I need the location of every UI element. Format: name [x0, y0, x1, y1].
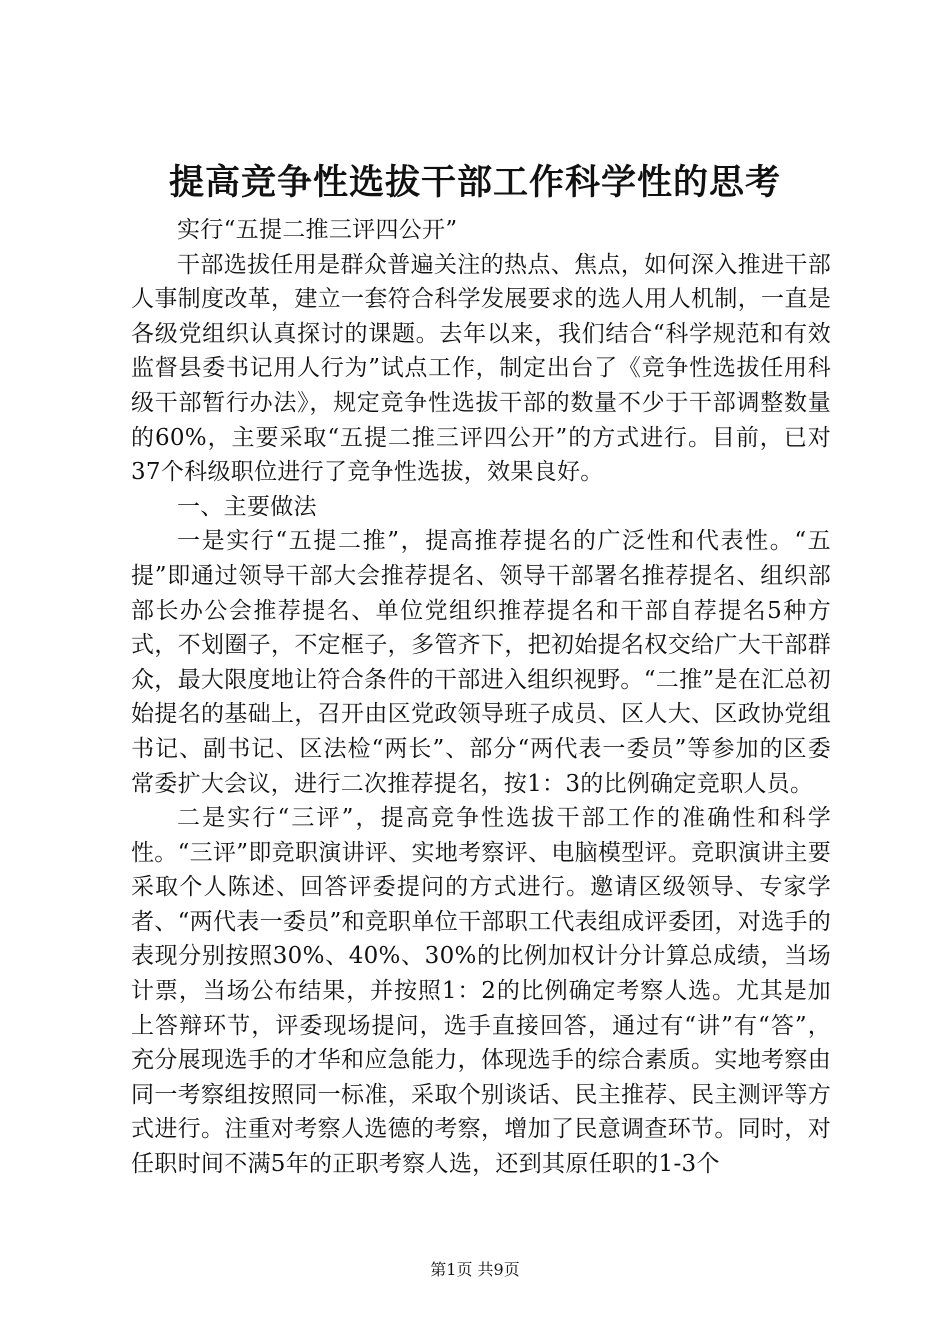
- section-heading: 一、主要做法: [177, 493, 317, 520]
- document-body: [131, 213, 831, 1182]
- body-paragraph: 一是实行“五提二推”，提高推荐提名的广泛性和代表性。“五提”即通过领导干部大会推荐提名、领导干部署名推荐提名、组织部部长办公会推荐提名、单位党组织推荐提名和干部自荐提名5种方式，不划圈子，不定框子，多管齐下，把初始提名权交给广大干部群众，最大限度地让符合条件的干部进入组织视野。“二推”是在汇总初始提名的基础上，召开由区党政领导班子成员、区人大、区政协党组书记、副书记、区法检“两长”、部分“两代表一委员”等参加的区委常委扩大会议，进行二次推荐提名，按1：3的比例确定竞职人员。: [131, 528, 831, 797]
- body-paragraph: 二是实行“三评”，提高竞争性选拔干部工作的准确性和科学性。“三评”即竞职演讲评、实地考察评、电脑模型评。竞职演讲主要采取个人陈述、回答评委提问的方式进行。邀请区级领导、专家学者、“两代表一委员”和竞职单位干部职工代表组成评委团，对选手的表现分别按照30%、40%、30%的比例加权计分计算总成绩，当场计票，当场公布结果，并按照1：2的比例确定考察人选。尤其是加上答辩环节，评委现场提问，选手直接回答，通过有“讲”有“答”，充分展现选手的才华和应急能力，体现选手的综合素质。实地考察由同一考察组按照同一标准，采取个别谈话、民主推荐、民主测评等方式进行。注重对考察人选德的考察，增加了民意调查环节。同时，对任职时间不满5年的正职考察人选，还到其原任职的1-3个: [131, 805, 831, 1178]
- document-title: 提高竞争性选拔干部工作科学性的思考: [168, 163, 781, 203]
- page-footer: 第1页 共9页: [430, 1260, 520, 1279]
- subtitle-paragraph: 实行“五提二推三评四公开”: [177, 217, 458, 243]
- intro-paragraph: 干部选拔任用是群众普遍关注的热点、焦点，如何深入推进干部人事制度改革，建立一套符合科学发展要求的选人用人机制，一直是各级党组织认真探讨的课题。去年以来，我们结合“科学规范和有效监督县委书记用人行为”试点工作，制定出台了《竞争性选拔任用科级干部暂行办法》，规定竞争性选拔干部的数量不少于干部调整数量的60%，主要采取“五提二推三评四公开”的方式进行。目前，已对37个科级职位进行了竞争性选拔，效果良好。: [131, 251, 831, 486]
